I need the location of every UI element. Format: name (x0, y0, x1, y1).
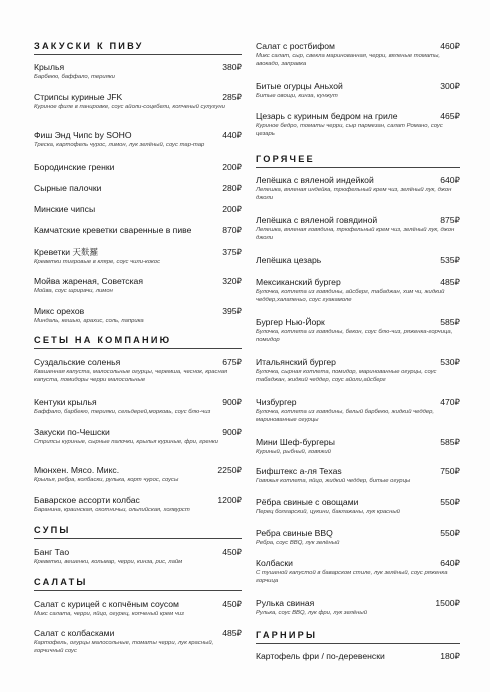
menu-item (34, 62, 242, 82)
item-price: 2250₽ (217, 465, 242, 475)
section-divider (256, 643, 460, 644)
item-price: 675₽ (222, 357, 242, 367)
item-name: Кентуки крылья (34, 397, 97, 407)
item-name: Фиш Энд Чипс by SOHO (34, 130, 132, 140)
item-description: Стрипсы куриные, сырные палочки, крылья куриные, фри, гренки (34, 439, 218, 445)
item-name: Колбаски (256, 558, 293, 568)
item-description: Лепешка, вяленая индейка, трюфельный крем чиз, зелёный лук, джон джоли (256, 187, 452, 201)
menu-item (34, 599, 242, 619)
item-name: Стрипсы куриные JFK (34, 92, 123, 102)
menu-item (34, 547, 242, 567)
item-name: Сырные палочки (34, 183, 102, 193)
item-name: Рёбра свиные с овощами (256, 497, 359, 507)
item-price: 320₽ (222, 276, 242, 286)
item-description: Картофель, огурцы малосольные, томаты черри, лук красный, горчичный соус (34, 640, 214, 654)
menu-item (256, 528, 460, 548)
item-price: 485₽ (222, 628, 242, 638)
menu-item (256, 598, 460, 618)
menu-item (256, 215, 460, 242)
item-price: 395₽ (222, 306, 242, 316)
item-name: Лепёшка с вяленой говядиной (256, 215, 378, 225)
menu-item (256, 255, 460, 266)
item-name: Мексиканский бургер (256, 277, 341, 287)
item-price: 180₽ (440, 651, 460, 661)
item-price: 450₽ (222, 599, 242, 609)
menu-item (34, 162, 242, 173)
menu-item (34, 465, 242, 485)
item-name: Лепёшка с вяленой индейкой (256, 175, 374, 185)
item-name: Салат с курицей с копчёным соусом (34, 599, 179, 609)
section-divider (256, 167, 460, 168)
item-price: 465₽ (440, 111, 460, 121)
section-soups (34, 525, 242, 539)
item-description: Булочка, котлета из говядины, бекон, соус блю-чиз, ряженка-горчица, помидор (256, 329, 453, 343)
item-name: Битые огурцы Аньхой (256, 81, 343, 91)
item-description: Битые овощи, кинза, кунжут (256, 93, 338, 99)
item-description: Баффало, барбекю, терияки, сельдерей,морковь, соус блю-чиз (34, 409, 211, 415)
section-hot-dishes (256, 154, 460, 168)
item-price: 470₽ (440, 397, 460, 407)
menu-item (256, 466, 460, 486)
item-price: 900₽ (222, 427, 242, 437)
item-price: 875₽ (440, 215, 460, 225)
section-beer-snacks (34, 41, 242, 55)
item-name: Суздальские соленья (34, 357, 121, 367)
item-name: Банг Тао (34, 547, 70, 557)
item-description: Микс салат, сыр, свекла маринованная, черри, вяленые томаты, авокадо, заправка (256, 53, 441, 67)
section-title: СУПЫ (34, 525, 71, 535)
menu-item (256, 651, 460, 662)
item-price: 440₽ (222, 130, 242, 140)
item-description: Говяжья котлета, яйцо, жидкий чеддер, битые огурцы (256, 478, 411, 484)
item-name: Рулька свиная (256, 598, 315, 608)
item-name: Салат с колбасками (34, 628, 115, 638)
section-title: ГОРЯЧЕЕ (256, 154, 315, 164)
section-title: СЕТЫ НА КОМПАНИЮ (34, 335, 172, 345)
menu-item (34, 246, 242, 267)
item-description: Булочка, котлета из говядины, айсберг, табаджан, хим чи, жидкий чеддер,халапеньо, соус гуакамоле (256, 289, 445, 303)
item-price: 280₽ (222, 183, 242, 193)
section-divider (34, 54, 242, 55)
section-salads (34, 577, 242, 591)
item-description: Перец болгарский, цукини, баклажаны, лук красный (256, 509, 400, 515)
menu-item (256, 558, 460, 585)
item-price: 585₽ (440, 437, 460, 447)
item-name: Микс орехов (34, 306, 85, 316)
item-description: Куриный, рыбный, говяжий (256, 449, 331, 455)
item-description: Куриное бедро, томаты черри, сыр пармезан, салат Романо, соус цезарь (256, 123, 443, 137)
menu-item (34, 495, 242, 515)
menu-item (34, 225, 242, 236)
menu-item (34, 628, 242, 655)
item-name: Бородинские гренки (34, 162, 115, 172)
menu-item (34, 427, 242, 447)
menu-item (34, 276, 242, 296)
menu-item (256, 317, 460, 344)
item-description: Треска, картофель чурос, лимон, лук зелёный, соус тар-тар (34, 142, 205, 148)
menu-item (256, 497, 460, 517)
item-name: Минские чипсы (34, 204, 96, 214)
menu-item (34, 183, 242, 194)
item-description: Мойва, соус шрирачи, лимон (34, 288, 113, 294)
menu-item (34, 306, 242, 326)
item-price: 1500₽ (435, 598, 460, 608)
item-name: Бургер Нью-Йорк (256, 317, 325, 327)
item-name: Ребра свиные BBQ (256, 528, 333, 538)
menu-item (256, 437, 460, 457)
item-description: Ребра, соус BBQ, лук зелёный (256, 540, 340, 546)
menu-item (256, 357, 460, 384)
item-description: Рулька, соус BBQ, лук фри, лук зелёный (256, 610, 368, 616)
item-description: Креветки тигровые в кляре, соус чили-кокос (34, 259, 161, 265)
item-description: Куриное филе в панировке, соус айоли-соцебели, копченый сулугуни (34, 104, 225, 110)
item-name: Мойва жареная, Советская (34, 276, 143, 286)
item-name: Креветки 天麩羅 (34, 247, 99, 257)
item-price: 460₽ (440, 41, 460, 51)
item-name: Мюнхен. Мясо. Микс. (34, 465, 120, 475)
section-sides (256, 630, 460, 644)
section-title: ЗАКУСКИ К ПИВУ (34, 41, 144, 51)
menu-item (34, 357, 242, 384)
item-description: Креветки, вешенки, кольмар, черри, кинза, рис, лайм (34, 559, 183, 565)
section-divider (34, 538, 242, 539)
item-price: 380₽ (222, 62, 242, 72)
menu-item (256, 41, 460, 68)
item-price: 300₽ (440, 81, 460, 91)
menu-item (34, 397, 242, 417)
item-price: 550₽ (440, 497, 460, 507)
item-name: Бифштекс а-ля Texas (256, 466, 342, 476)
item-name: Крылья (34, 62, 65, 72)
item-price: 375₽ (222, 247, 242, 257)
item-price: 285₽ (222, 92, 242, 102)
item-price: 530₽ (440, 357, 460, 367)
item-price: 870₽ (222, 225, 242, 235)
menu-item (34, 204, 242, 215)
section-divider (34, 348, 242, 349)
item-name: Картофель фри / по-деревенски (256, 651, 385, 661)
menu-item (34, 130, 242, 150)
item-price: 200₽ (222, 204, 242, 214)
item-name: Цезарь с куриным бедром на гриле (256, 111, 398, 121)
item-price: 450₽ (222, 547, 242, 557)
item-name: Камчатские креветки сваренные в пиве (34, 225, 192, 235)
item-price: 750₽ (440, 466, 460, 476)
item-name: Чизбургер (256, 397, 297, 407)
item-description: Микс салата, черри, яйцо, огурец, копченый крем чиз (34, 611, 184, 617)
menu-item (256, 111, 460, 138)
section-divider (34, 590, 242, 591)
item-description: С тушеной капустой в баварском стиле, лук зелёный, соус ряженка горчица (256, 570, 448, 584)
menu-item (256, 81, 460, 101)
item-description: Баранина, краинская, охотничьи, ольпийская, холвурст (34, 507, 190, 513)
item-name: Баварское ассорти колбас (34, 495, 140, 505)
item-description: Миндаль, кешью, арахис, соль, паприка (34, 318, 144, 324)
item-price: 200₽ (222, 162, 242, 172)
item-price: 485₽ (440, 277, 460, 287)
item-name: Лепёшка цезарь (256, 255, 322, 265)
menu-item (256, 277, 460, 304)
item-description: Крылья, ребра, колбаски, рулька, корт чурос, соусы (34, 477, 179, 483)
item-name: Мини Шеф-бургеры (256, 437, 335, 447)
section-party-sets (34, 335, 242, 349)
item-name: Салат с ростбифом (256, 41, 335, 51)
item-price: 640₽ (440, 558, 460, 568)
item-description: Булочка, котлета из говядины, белый барбекю, жидкий чеддер, маринованные огурцы (256, 409, 435, 423)
item-description: Барбекю, баффало, терияки (34, 74, 115, 80)
item-description: Квашенная капуста, малосольные огурцы, черемша, чеснок, красная капуста, помидоры черри малосольные (34, 369, 228, 383)
section-title: САЛАТЫ (34, 577, 88, 587)
item-description: Лепешка, вяленая говядина, трюфельный крем чиз, зелёный лук, джон джоли (256, 227, 455, 241)
item-name: Закуски по-Чешски (34, 427, 110, 437)
menu-item (34, 92, 242, 112)
item-price: 550₽ (440, 528, 460, 538)
item-name: Итальянский бургер (256, 357, 336, 367)
item-price: 640₽ (440, 175, 460, 185)
item-price: 535₽ (440, 255, 460, 265)
item-price: 1200₽ (217, 495, 242, 505)
section-title: ГАРНИРЫ (256, 630, 318, 640)
item-description: Булочка, сырная котлета, помидор, маринованные огурцы, соус табаджан, жидкий чеддер, соус айоли,айсберг (256, 369, 437, 383)
item-price: 585₽ (440, 317, 460, 327)
item-price: 900₽ (222, 397, 242, 407)
menu-item (256, 397, 460, 424)
menu-item (256, 175, 460, 202)
